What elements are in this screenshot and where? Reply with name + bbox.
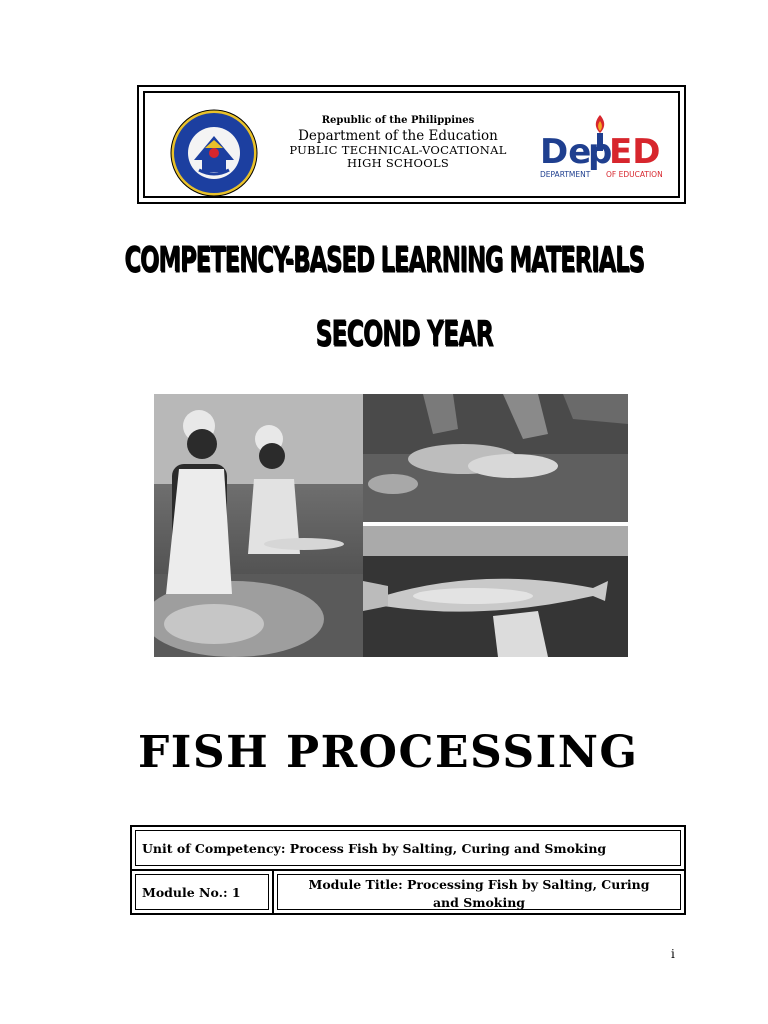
unit-of-competency-cell xyxy=(130,825,686,871)
year-title: SECOND YEAR xyxy=(315,313,493,355)
header-text-block xyxy=(263,115,533,170)
svg-text:p: p xyxy=(588,132,613,172)
svg-text:OF EDUCATION: OF EDUCATION xyxy=(606,170,663,179)
republic-label: Republic of the Philippines xyxy=(321,115,475,126)
svg-text:DEPARTMENT: DEPARTMENT xyxy=(540,170,591,179)
document-title: COMPETENCY-BASED LEARNING MATERIALS xyxy=(124,239,644,281)
svg-text:De: De xyxy=(540,132,592,172)
module-title-cell xyxy=(272,869,686,915)
module-title-text xyxy=(277,874,681,910)
workers-cleaning-fish-photo xyxy=(154,394,363,657)
subject-title: FISH PROCESSING xyxy=(138,727,639,778)
deped-seal-icon xyxy=(169,108,259,198)
page-number: i xyxy=(671,947,675,961)
high-schools-label: HIGH SCHOOLS xyxy=(346,156,450,171)
header-box xyxy=(137,85,686,204)
header-inner-border xyxy=(143,91,680,198)
deped-logo-icon xyxy=(538,111,668,183)
module-title-line1: Module Title: Processing Fish by Salting, Curing xyxy=(308,877,650,892)
fish-on-board-photo xyxy=(363,526,628,657)
public-techvoc-label: PUBLIC TECHNICAL-VOCATIONAL xyxy=(289,143,507,158)
module-title-line2: and Smoking xyxy=(432,894,526,910)
unit-of-competency-text: Unit of Competency: Process Fish by Salting, Curing and Smoking xyxy=(135,830,681,866)
module-number-text: Module No.: 1 xyxy=(135,874,269,910)
svg-text:ED: ED xyxy=(609,132,661,172)
module-number-cell xyxy=(130,869,274,915)
department-label: Department of the Education xyxy=(298,127,498,144)
hands-filleting-fish-photo xyxy=(363,394,628,522)
